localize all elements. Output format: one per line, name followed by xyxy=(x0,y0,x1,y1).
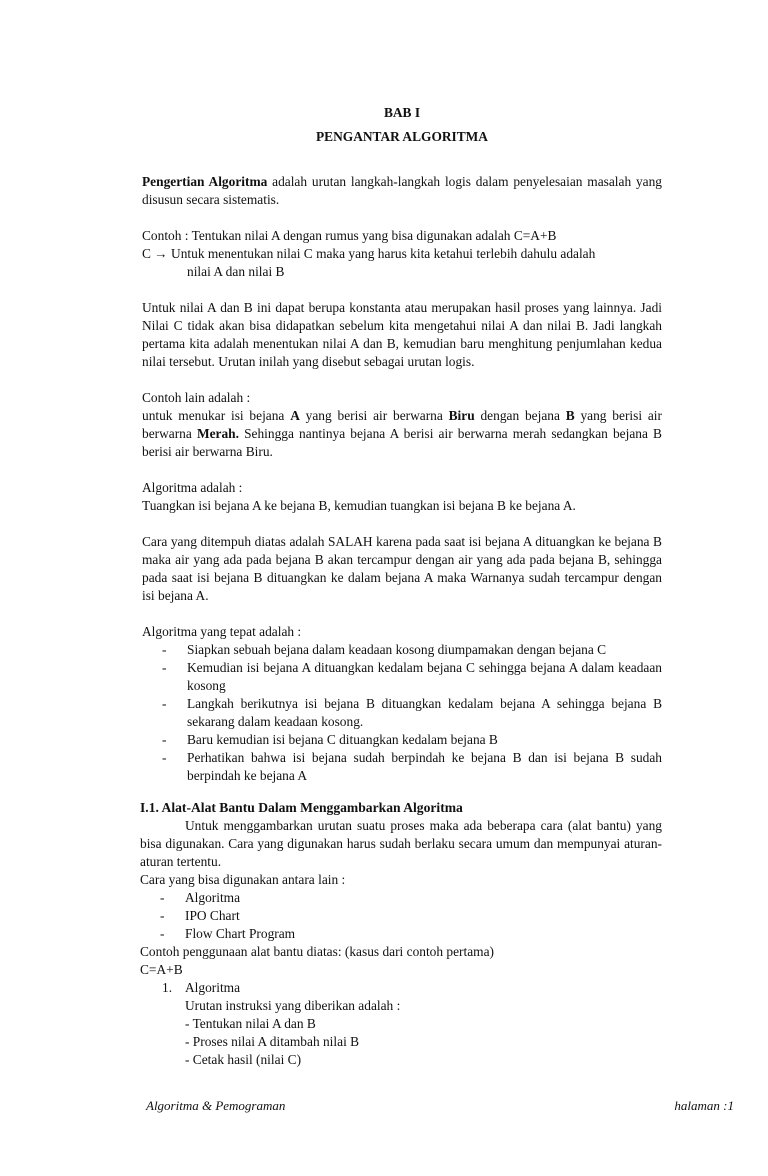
section-title: I.1. Alat-Alat Bantu Dalam Menggambarkan Algoritma xyxy=(140,800,463,815)
algorithm-wrong-heading: Algoritma adalah : xyxy=(142,480,243,495)
list-item xyxy=(142,749,662,785)
algorithm-wrong-text: Tuangkan isi bejana A ke bejana B, kemudian tuangkan isi bejana B ke bejana A. xyxy=(142,498,576,513)
list-item-text: Perhatikan bahwa isi bejana sudah berpindah ke bejana B dan isi bejana B sudah berpindah ke bejana A xyxy=(187,750,662,783)
dash-marker: - xyxy=(162,660,167,675)
list-item xyxy=(140,907,662,925)
right-arrow-icon: → xyxy=(154,246,168,261)
example2-text xyxy=(142,407,662,461)
example2-text-part: yang berisi air berwarna xyxy=(142,408,662,441)
list-item xyxy=(140,925,662,943)
list-item-text: Siapkan sebuah bejana dalam keadaan kosong diumpamakan dengan bejana C xyxy=(187,642,607,657)
example2-bold-merah: Merah. xyxy=(196,426,239,441)
example2-text-part: Sehingga nantinya bejana A berisi air berwarna merah sedangkan bejana B berisi air berwarna Biru. xyxy=(142,426,662,459)
example2-text-part: yang berisi air berwarna xyxy=(299,408,449,423)
section-1-1 xyxy=(140,799,662,1069)
step-line: - Proses nilai A ditambah nilai B xyxy=(185,1034,360,1049)
footer-page-number: halaman :1 xyxy=(674,1098,734,1113)
dash-marker: - xyxy=(162,732,167,747)
list-item xyxy=(142,641,662,659)
algorithm-right-heading: Algoritma yang tepat adalah : xyxy=(142,624,302,639)
ways-list xyxy=(140,889,662,943)
number-marker: 1. xyxy=(162,980,173,995)
list-item xyxy=(142,695,662,731)
list-item-text: Kemudian isi bejana A dituangkan kedalam bejana C sehingga bejana A dalam keadaan kosong xyxy=(187,660,662,693)
step-line: - Tentukan nilai A dan B xyxy=(185,1016,316,1031)
numbered-item xyxy=(140,979,662,1069)
numbered-sub-heading: Urutan instruksi yang diberikan adalah : xyxy=(185,998,401,1013)
example1-line1: Contoh : Tentukan nilai A dengan rumus yang bisa digunakan adalah C=A+B xyxy=(142,228,557,243)
example1-line2-text: Untuk menentukan nilai C maka yang harus kita ketahui terlebih dahulu adalah xyxy=(167,246,596,261)
dash-marker: - xyxy=(162,750,167,765)
example2-heading: Contoh lain adalah : xyxy=(142,390,251,405)
dash-marker: - xyxy=(162,642,167,657)
example2-bold-a: A xyxy=(290,408,300,423)
step-line: - Cetak hasil (nilai C) xyxy=(185,1052,302,1067)
usage-heading: Contoh penggunaan alat bantu diatas: (kasus dari contoh pertama) xyxy=(140,944,495,959)
document-page xyxy=(142,103,662,1069)
definition-text: adalah urutan langkah-langkah logis dalam penyelesaian masalah yang disusun secara sistematis. xyxy=(142,174,663,207)
algorithm-right-list xyxy=(142,641,662,785)
algorithm-right-block xyxy=(142,623,662,785)
definition-paragraph xyxy=(142,173,662,209)
wrong-explanation-paragraph: Cara yang ditempuh diatas adalah SALAH karena pada saat isi bejana A dituangkan ke bejana B maka air yang ada pada bejana B akan tercampur dengan air yang ada pada bejana B, sehingga pada saat isi bejana B dituangkan ke dalam bejana A maka Warnanya sudah tercampur dengan isi bejana A. xyxy=(142,534,662,603)
example2-text-part: dengan bejana xyxy=(474,408,566,423)
example1-line3: nilai A dan nilai B xyxy=(187,264,285,279)
example2-bold-b: B xyxy=(565,408,575,423)
list-item-text: Langkah berikutnya isi bejana B dituangkan kedalam bejana A sehingga bejana B sekarang dalam keadaan kosong. xyxy=(187,696,662,729)
example2-block xyxy=(142,389,662,461)
list-item-text: Baru kemudian isi bejana C dituangkan kedalam bejana B xyxy=(187,732,498,747)
dash-marker: - xyxy=(160,908,165,923)
algorithm-wrong-block xyxy=(142,479,662,515)
list-item-text: Algoritma xyxy=(185,890,241,905)
definition-term: Pengertian Algoritma xyxy=(142,174,268,189)
dash-marker: - xyxy=(160,926,165,941)
list-item-text: Flow Chart Program xyxy=(185,926,296,941)
footer-course-title: Algoritma & Pemograman xyxy=(146,1098,286,1113)
example1-block xyxy=(142,227,662,281)
example1-line2-prefix: C xyxy=(142,246,151,261)
list-item xyxy=(142,731,662,749)
ways-heading: Cara yang bisa digunakan antara lain : xyxy=(140,872,346,887)
chapter-number: BAB I xyxy=(383,105,421,120)
section-intro: Untuk menggambarkan urutan suatu proses maka ada beberapa cara (alat bantu) yang bisa digunakan. Cara yang digunakan harus sudah berlaku secara umum dan mempunyai aturan-aturan tertentu. xyxy=(140,818,662,869)
list-item xyxy=(142,659,662,695)
example2-text-part: untuk menukar isi bejana xyxy=(142,408,291,423)
values-paragraph: Untuk nilai A dan B ini dapat berupa konstanta atau merupakan hasil proses yang lainnya. Jadi Nilai C tidak akan bisa didapatkan sebelum kita mengetahui nilai A dan nilai B. Jadi langkah pertama kita adalah menentukan nilai A dan B, kemudian baru menghitung penjumlahan kedua nilai tersebut. Urutan inilah yang disebut sebagai urutan logis. xyxy=(142,300,662,369)
example2-bold-biru: Biru xyxy=(448,408,475,423)
dash-marker: - xyxy=(162,696,167,711)
list-item xyxy=(140,889,662,907)
list-item-text: IPO Chart xyxy=(185,908,240,923)
numbered-item-label: Algoritma xyxy=(185,980,241,995)
chapter-title: PENGANTAR ALGORITMA xyxy=(316,129,488,144)
dash-marker: - xyxy=(160,890,165,905)
formula: C=A+B xyxy=(140,962,183,977)
example1-line2 xyxy=(142,245,662,263)
